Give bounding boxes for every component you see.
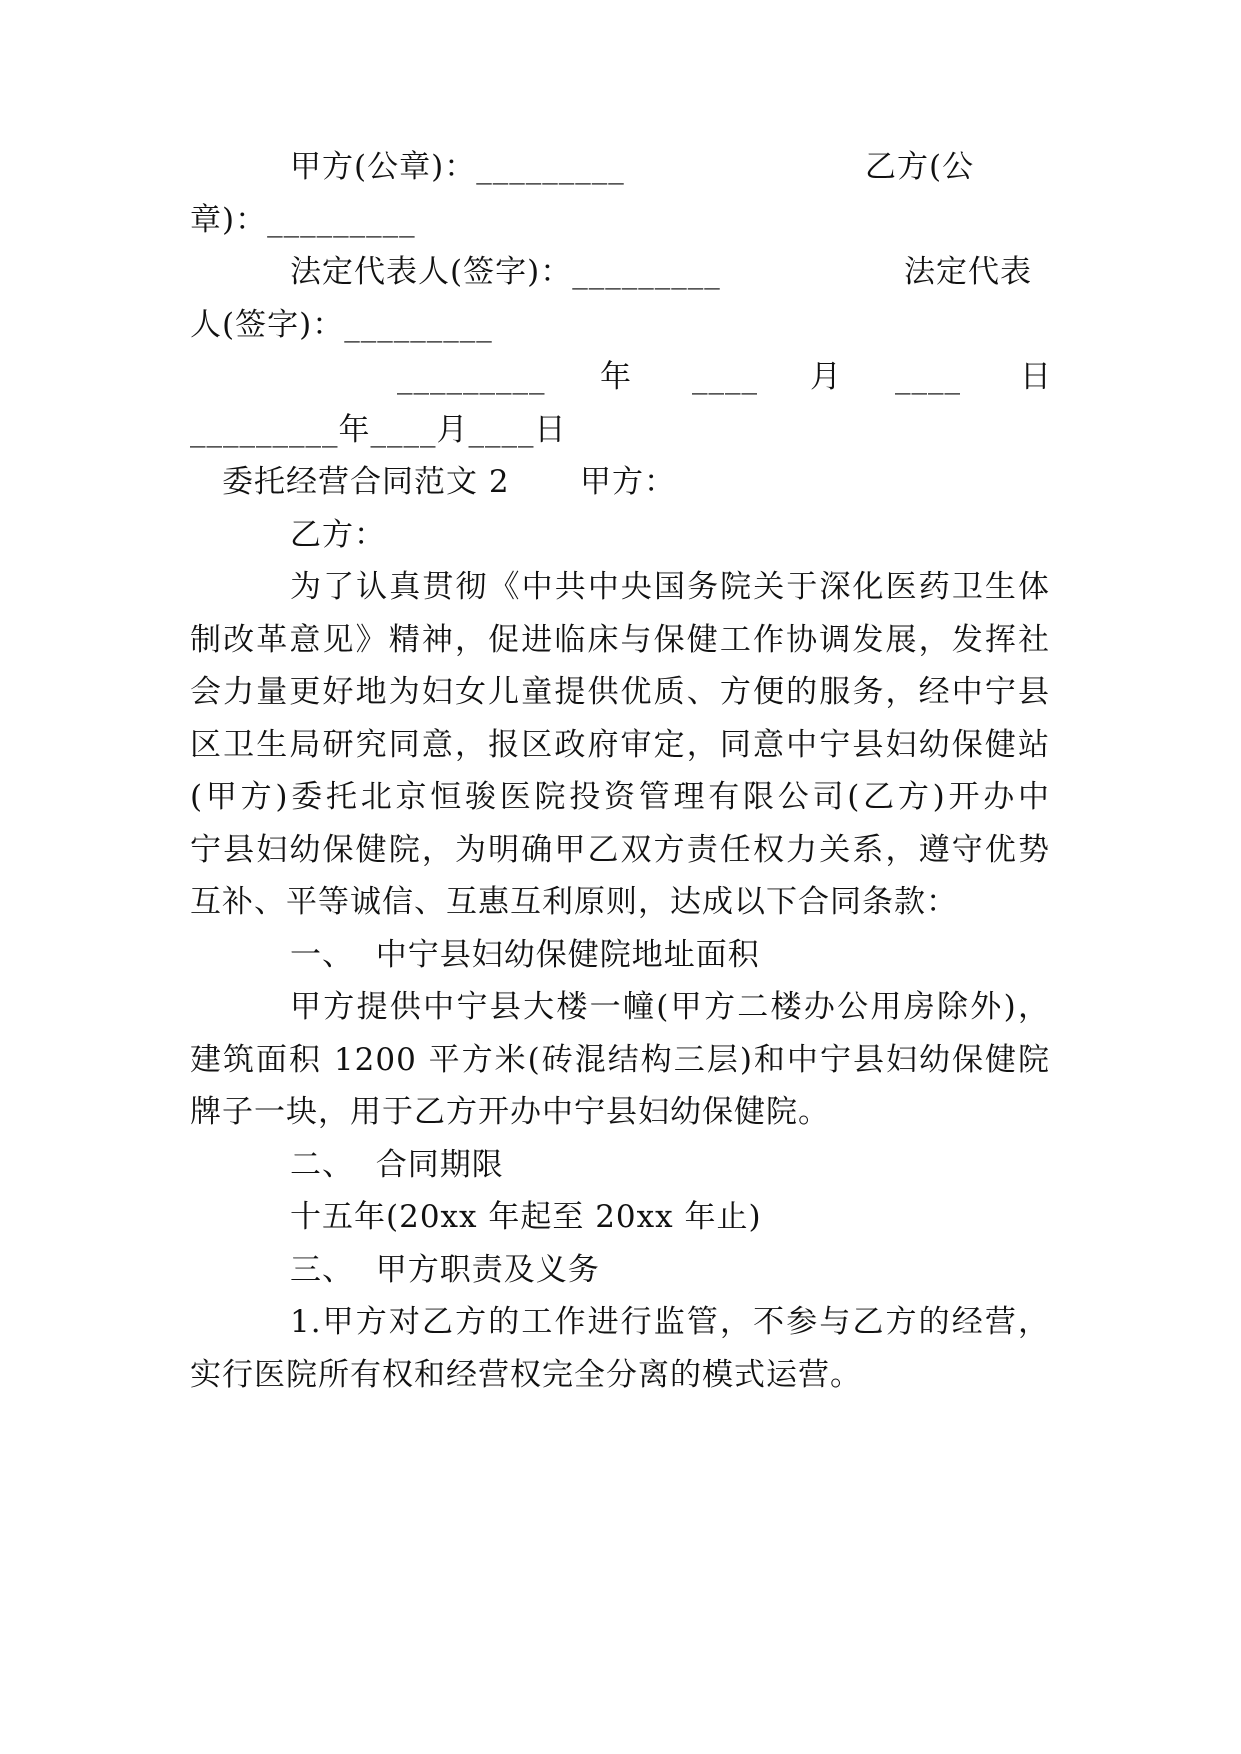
preamble-line-6: 宁县妇幼保健院，为明确甲乙双方责任权力关系，遵守优势 [190, 832, 1050, 868]
date-line-b: _________年____月____日 [190, 412, 567, 448]
party-b-rep-start: 法定代表 [904, 254, 1032, 290]
year-label: 年 [600, 359, 632, 395]
day-label: 日 [1020, 359, 1052, 395]
party-b-rep-end: 人(签字)：_________ [190, 307, 493, 343]
month-blank: ____ [692, 359, 758, 395]
party-a-seal: 甲方(公章)：_________ [290, 149, 625, 185]
contract-heading: 委托经营合同范文 2 [222, 464, 510, 500]
signature-line-2 [290, 252, 1050, 292]
section-3-title: 三、 甲方职责及义务 [290, 1252, 600, 1288]
preamble-line-5: (甲方)委托北京恒骏医院投资管理有限公司(乙方)开办中 [190, 779, 1050, 815]
section-1-line-3: 牌子一块，用于乙方开办中宁县妇幼保健院。 [190, 1094, 830, 1130]
preamble-line-1: 为了认真贯彻《中共中央国务院关于深化医药卫生体 [290, 569, 1050, 605]
party-b-label: 乙方： [290, 517, 386, 553]
preamble-line-2: 制改革意见》精神，促进临床与保健工作协调发展，发挥社 [190, 622, 1050, 658]
section-2-text: 十五年(20xx 年起至 20xx 年止) [290, 1199, 762, 1235]
party-a-representative: 法定代表人(签字)：_________ [290, 254, 721, 290]
preamble-line-3: 会力量更好地为妇女儿童提供优质、方便的服务，经中宁县 [190, 674, 1050, 710]
section-3-item-1-line-1: 1.甲方对乙方的工作进行监管，不参与乙方的经营， [290, 1304, 1050, 1340]
section-1-title: 一、 中宁县妇幼保健院地址面积 [290, 937, 760, 973]
section-3-item-1-line-2: 实行医院所有权和经营权完全分离的模式运营。 [190, 1357, 862, 1393]
section-1-line-2: 建筑面积 1200 平方米(砖混结构三层)和中宁县妇幼保健院 [190, 1042, 1050, 1078]
party-b-seal-end: 章)：_________ [190, 202, 416, 238]
day-blank: ____ [895, 359, 961, 395]
month-label: 月 [810, 359, 842, 395]
section-2-title: 二、 合同期限 [290, 1147, 504, 1183]
year-blank: _________ [397, 359, 546, 395]
preamble-line-4: 区卫生局研究同意，报区政府审定，同意中宁县妇幼保健站 [190, 727, 1050, 763]
signature-line-1 [290, 147, 1050, 187]
party-a-label: 甲方： [580, 464, 676, 500]
preamble-line-7: 互补、平等诚信、互惠互利原则，达成以下合同条款： [190, 884, 958, 920]
section-1-line-1: 甲方提供中宁县大楼一幢(甲方二楼办公用房除外)， [290, 989, 1050, 1025]
contract-heading-line [190, 462, 1050, 502]
date-line-a [190, 357, 1050, 397]
party-b-seal-start: 乙方(公 [865, 149, 975, 185]
